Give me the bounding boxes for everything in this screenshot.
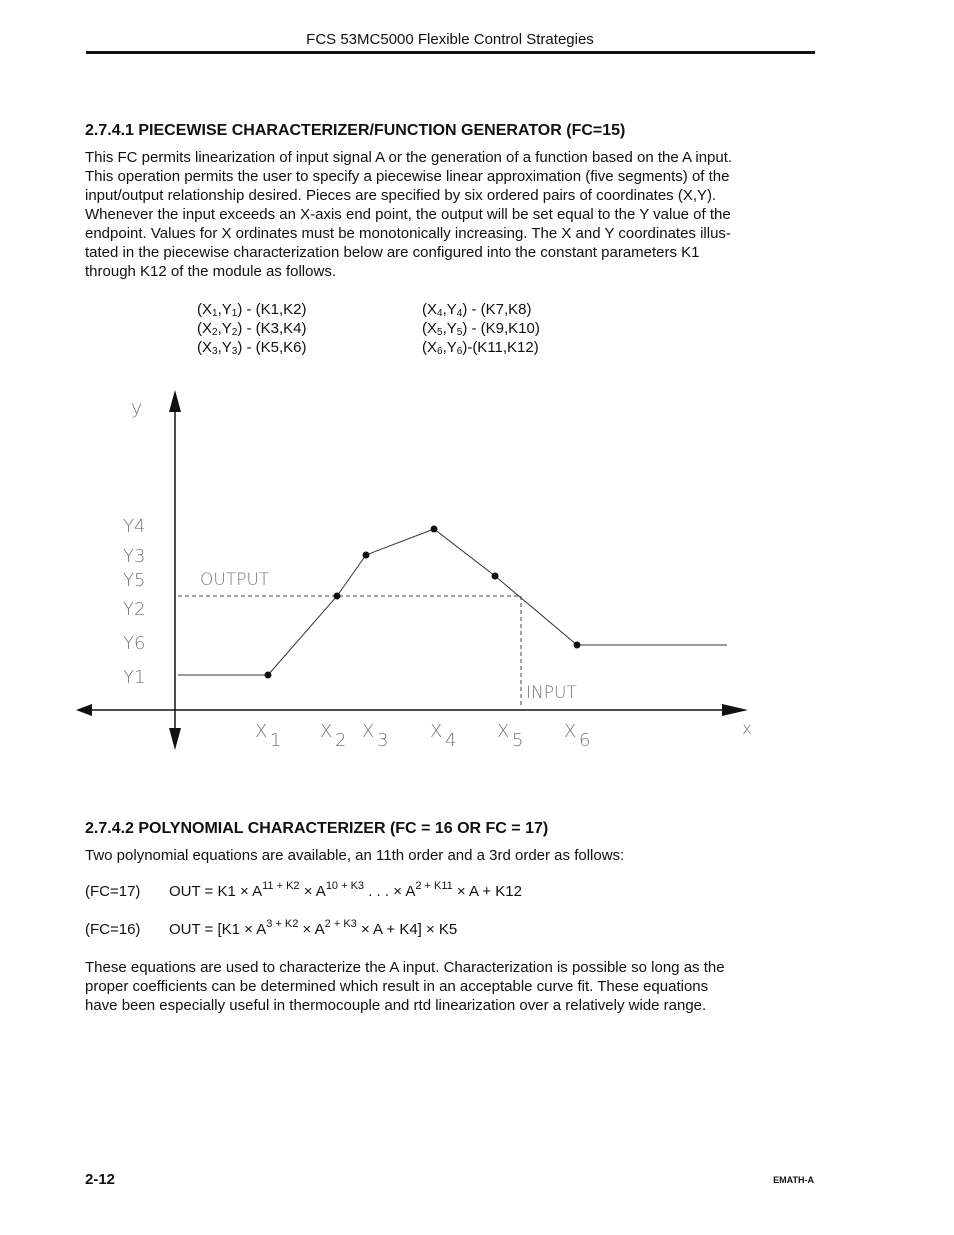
x-tick-label: 4 <box>445 730 457 751</box>
x-tick-label: X <box>255 721 268 742</box>
section-heading-piecewise: 2.7.4.1 PIECEWISE CHARACTERIZER/FUNCTION GENERATOR (FC=15) <box>85 122 626 139</box>
coordinate-pairs-left <box>197 300 307 357</box>
chart-marks <box>123 516 727 751</box>
x-tick-label: X <box>497 721 510 742</box>
data-point <box>334 593 341 600</box>
x-tick-label: 1 <box>270 730 282 751</box>
x-axis-label: x <box>742 719 753 739</box>
text-line: This operation permits the user to specify a piecewise linear approximation (five segments) of the <box>85 168 730 185</box>
text-line: Whenever the input exceeds an X-axis end point, the output will be set equal to the Y value of the <box>85 206 731 223</box>
y-tick-label: Y6 <box>123 633 146 654</box>
text-line: input/output relationship desired. Pieces are specified by six ordered pairs of coordinates (X,Y). <box>85 187 717 204</box>
coordinate-pair: $(X_4,Y_4) - (K7,K8)$ <box>422 301 532 319</box>
text-line: through K12 of the module as follows. <box>85 263 336 280</box>
data-point <box>492 573 499 580</box>
text-line: have been especially useful in thermocouple and rtd linearization over a relatively wide range. <box>85 997 707 1014</box>
equation-fc17: (FC=17) OUT = $K1 \times A^{11 + K2} \times A^{10 + K3}$ . . . × $A^{2 + K11} \times A + K12$ <box>85 880 522 900</box>
x-tick-label: X <box>430 721 443 742</box>
text-line: tated in the piecewise characterization below are configured into the constant parameters K1 <box>85 244 700 261</box>
x-axis-arrow-left <box>76 704 92 716</box>
piecewise-description <box>85 148 815 281</box>
y-axis-arrow-up <box>169 390 181 412</box>
x-axis-arrow-right <box>722 704 748 716</box>
polynomial-description <box>85 958 815 1015</box>
equation-tag: (FC=16) <box>85 921 141 938</box>
document-code: EMATH-A <box>773 1175 814 1185</box>
x-tick-label: 2 <box>335 730 347 751</box>
text-line: proper coefficients can be determined which result in an acceptable curve fit. These equations <box>85 978 709 995</box>
text-line: This FC permits linearization of input signal A or the generation of a function based on the A input. <box>85 149 733 166</box>
equation-fc16: (FC=16) OUT = $[K1 \times A^{3 + K2} \times A^{2 + K3} \times A + K4] \times K5$ <box>85 918 458 938</box>
input-annotation: INPUT <box>526 683 577 703</box>
x-tick-label: 5 <box>512 730 524 751</box>
polynomial-intro: Two polynomial equations are available, an 11th order and a 3rd order as follows: <box>85 847 625 864</box>
header-rule <box>86 51 815 54</box>
data-point <box>265 672 272 679</box>
data-point <box>363 552 370 559</box>
y-tick-label: Y4 <box>123 516 146 537</box>
coordinate-pair: $(X_6,Y_6)-(K11,K12)$ <box>422 339 539 357</box>
x-tick-label: X <box>564 721 577 742</box>
y-tick-label: Y2 <box>123 599 146 620</box>
coordinate-pairs-right <box>422 300 540 357</box>
y-tick-label: Y5 <box>123 570 146 591</box>
coordinate-pair: $(X_5,Y_5) - (K9,K10)$ <box>422 320 540 338</box>
y-tick-label: Y3 <box>123 546 146 567</box>
x-tick-label: X <box>362 721 375 742</box>
coordinate-pair: $(X_1,Y_1) - (K1,K2)$ <box>197 301 307 319</box>
coordinate-pair: $(X_3,Y_3) - (K5,K6)$ <box>197 339 307 357</box>
piecewise-characterizer-graph <box>0 380 954 760</box>
y-tick-label: Y1 <box>123 667 146 688</box>
x-tick-label: 6 <box>579 730 591 751</box>
x-tick-label: 3 <box>377 730 389 751</box>
text-line: These equations are used to characterize the A input. Characterization is possible so long as the <box>85 959 725 976</box>
section-heading-polynomial: 2.7.4.2 POLYNOMIAL CHARACTERIZER (FC = 16 OR FC = 17) <box>85 820 549 837</box>
coordinate-pair: $(X_2,Y_2) - (K3,K4)$ <box>197 320 307 338</box>
page-number: 2-12 <box>85 1171 116 1188</box>
piecewise-curve <box>268 529 577 675</box>
data-point <box>574 642 581 649</box>
data-point <box>431 526 438 533</box>
output-annotation: OUTPUT <box>200 570 270 590</box>
y-axis-label: y <box>131 397 143 419</box>
y-axis-arrow-down <box>169 728 181 750</box>
running-header: FCS 53MC5000 Flexible Control Strategies <box>306 31 594 48</box>
text-line: endpoint. Values for X ordinates must be monotonically increasing. The X and Y coordinates illus- <box>85 225 731 242</box>
x-tick-label: X <box>320 721 333 742</box>
equation-tag: (FC=17) <box>85 883 141 900</box>
